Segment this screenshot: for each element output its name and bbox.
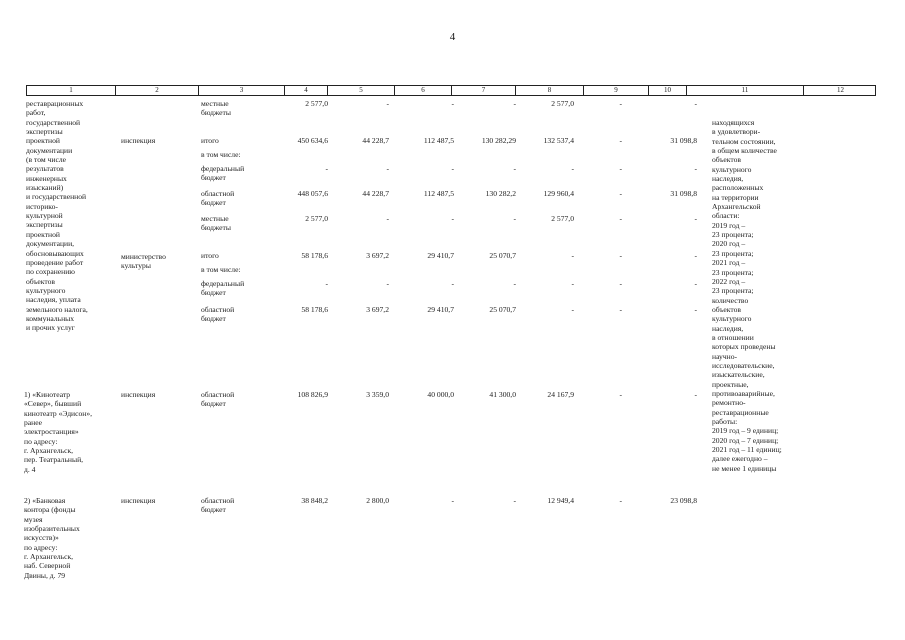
- cell-c7: -: [513, 279, 516, 288]
- cell-c9: -: [619, 99, 622, 108]
- cell-c7: 41 300,0: [489, 390, 516, 399]
- cell-c9: -: [619, 251, 622, 260]
- col2-inspection: инспекция: [121, 496, 156, 505]
- cell-c7: -: [513, 214, 516, 223]
- col2-inspection: инспекция: [121, 390, 156, 399]
- budget-line-label: местные бюджеты: [201, 99, 231, 118]
- budget-line-label: областной бюджет: [201, 305, 235, 324]
- cell-c10: 23 098,8: [670, 496, 697, 505]
- cell-c10: -: [694, 305, 697, 314]
- cell-c9: -: [619, 305, 622, 314]
- header-cell-8: 8: [516, 86, 584, 95]
- cell-c8: 2 577,0: [551, 99, 574, 108]
- cell-c9: -: [619, 164, 622, 173]
- page-number: 4: [449, 31, 456, 43]
- cell-c5: 2 800,0: [366, 496, 389, 505]
- cell-c4: 450 634,6: [297, 136, 328, 145]
- header-cell-4: 4: [285, 86, 328, 95]
- cell-c8: 12 949,4: [547, 496, 574, 505]
- table-header-row: [26, 85, 876, 96]
- col1-object-bank: 2) «Банковая контора (фонды музея изобразительных искусств)» по адресу: г. Архангельск, наб. Северной Двины, д. 79: [24, 496, 80, 580]
- cell-c6: 29 410,7: [427, 251, 454, 260]
- cell-c10: -: [694, 164, 697, 173]
- budget-line-label: в том числе:: [201, 265, 241, 274]
- cell-c5: 44 228,7: [362, 189, 389, 198]
- cell-c7: 25 070,7: [489, 251, 516, 260]
- cell-c10: -: [694, 214, 697, 223]
- cell-c5: -: [386, 214, 389, 223]
- cell-c8: 132 537,4: [543, 136, 574, 145]
- budget-line-label: федеральный бюджет: [201, 279, 245, 298]
- cell-c4: 58 178,6: [301, 251, 328, 260]
- cell-c5: -: [386, 279, 389, 288]
- cell-c7: 25 070,7: [489, 305, 516, 314]
- cell-c4: 448 057,6: [297, 189, 328, 198]
- cell-c7: -: [513, 164, 516, 173]
- header-cell-1: 1: [27, 86, 116, 95]
- cell-c7: 130 282,2: [485, 189, 516, 198]
- cell-c6: -: [451, 164, 454, 173]
- cell-c5: -: [386, 164, 389, 173]
- cell-c10: -: [694, 390, 697, 399]
- cell-c6: 112 487,5: [423, 136, 454, 145]
- header-cell-7: 7: [452, 86, 516, 95]
- cell-c4: 2 577,0: [305, 214, 328, 223]
- cell-c10: -: [694, 279, 697, 288]
- col2-ministry: министерство культуры: [121, 252, 166, 271]
- cell-c5: -: [386, 99, 389, 108]
- budget-line-label: итого: [201, 251, 219, 260]
- cell-c8: 2 577,0: [551, 214, 574, 223]
- cell-c4: 2 577,0: [305, 99, 328, 108]
- cell-c7: -: [513, 99, 516, 108]
- cell-c8: 24 167,9: [547, 390, 574, 399]
- col11-indicators: находящихся в удовлетвори- тельном состоянии, в общем количестве объектов культурного наследия, расположенных на территории Архангельской области: 2019 год – 23 процента; 2020 год – 23 процента; 2021 год – 23 процента; 2022 год – 23 процента; количество объектов культурного наследия, в отношении которых проведены научно- исследовательские, изыскательские, проектные, противоаварийные, ремонтно- реставрационные работы: 2019 год – 9 единиц; 2020 год – 7 единиц; 2021 год – 11 единиц; далее ежегодно – не менее 1 единицы: [712, 118, 782, 473]
- cell-c8: -: [571, 279, 574, 288]
- header-cell-9: 9: [584, 86, 649, 95]
- header-cell-11: 11: [687, 86, 804, 95]
- budget-line-label: областной бюджет: [201, 189, 235, 208]
- header-cell-10: 10: [649, 86, 687, 95]
- cell-c5: 3 697,2: [366, 305, 389, 314]
- cell-c10: 31 098,8: [670, 189, 697, 198]
- cell-c9: -: [619, 279, 622, 288]
- header-cell-2: 2: [116, 86, 199, 95]
- cell-c8: -: [571, 305, 574, 314]
- col1-description: реставрационных работ, государственной экспертизы проектной документации (в том числе результатов инженерных изысканий) и государственной историко- культурной экспертизы проектной документации, обосновывающих проведение работ по сохранению объектов культурного наследия, уплата земельного налога, коммунальных и прочих услуг: [26, 99, 88, 333]
- header-cell-3: 3: [199, 86, 285, 95]
- cell-c4: 108 826,9: [297, 390, 328, 399]
- cell-c8: -: [571, 251, 574, 260]
- cell-c10: 31 098,8: [670, 136, 697, 145]
- cell-c4: -: [325, 164, 328, 173]
- cell-c6: -: [451, 214, 454, 223]
- cell-c7: 130 282,29: [481, 136, 516, 145]
- cell-c5: 3 359,0: [366, 390, 389, 399]
- budget-line-label: федеральный бюджет: [201, 164, 245, 183]
- header-cell-12: 12: [837, 86, 844, 94]
- cell-c6: -: [451, 99, 454, 108]
- budget-line-label: областной бюджет: [201, 390, 235, 409]
- col1-object-kinoteatr: 1) «Кинотеатр «Север», бывший кинотеатр «Эдисон», ранее электростанция» по адресу: г. Архангельск, пер. Театральный, д. 4: [24, 390, 93, 474]
- cell-c4: -: [325, 279, 328, 288]
- cell-c9: -: [619, 214, 622, 223]
- cell-c9: -: [619, 390, 622, 399]
- col2-inspection: инспекция: [121, 136, 156, 145]
- cell-c9: -: [619, 496, 622, 505]
- budget-line-label: итого: [201, 136, 219, 145]
- header-cell-6: 6: [395, 86, 452, 95]
- header-cell-5: 5: [328, 86, 395, 95]
- cell-c8: 129 960,4: [543, 189, 574, 198]
- cell-c5: 44 228,7: [362, 136, 389, 145]
- cell-c9: -: [619, 189, 622, 198]
- cell-c5: 3 697,2: [366, 251, 389, 260]
- cell-c10: -: [694, 251, 697, 260]
- budget-line-label: в том числе:: [201, 150, 241, 159]
- cell-c8: -: [571, 164, 574, 173]
- cell-c7: -: [513, 496, 516, 505]
- cell-c4: 58 178,6: [301, 305, 328, 314]
- budget-line-label: местные бюджеты: [201, 214, 231, 233]
- cell-c10: -: [694, 99, 697, 108]
- cell-c6: 29 410,7: [427, 305, 454, 314]
- budget-line-label: областной бюджет: [201, 496, 235, 515]
- cell-c6: -: [451, 279, 454, 288]
- cell-c9: -: [619, 136, 622, 145]
- cell-c6: 40 000,0: [427, 390, 454, 399]
- cell-c4: 38 848,2: [301, 496, 328, 505]
- cell-c6: 112 487,5: [423, 189, 454, 198]
- cell-c6: -: [451, 496, 454, 505]
